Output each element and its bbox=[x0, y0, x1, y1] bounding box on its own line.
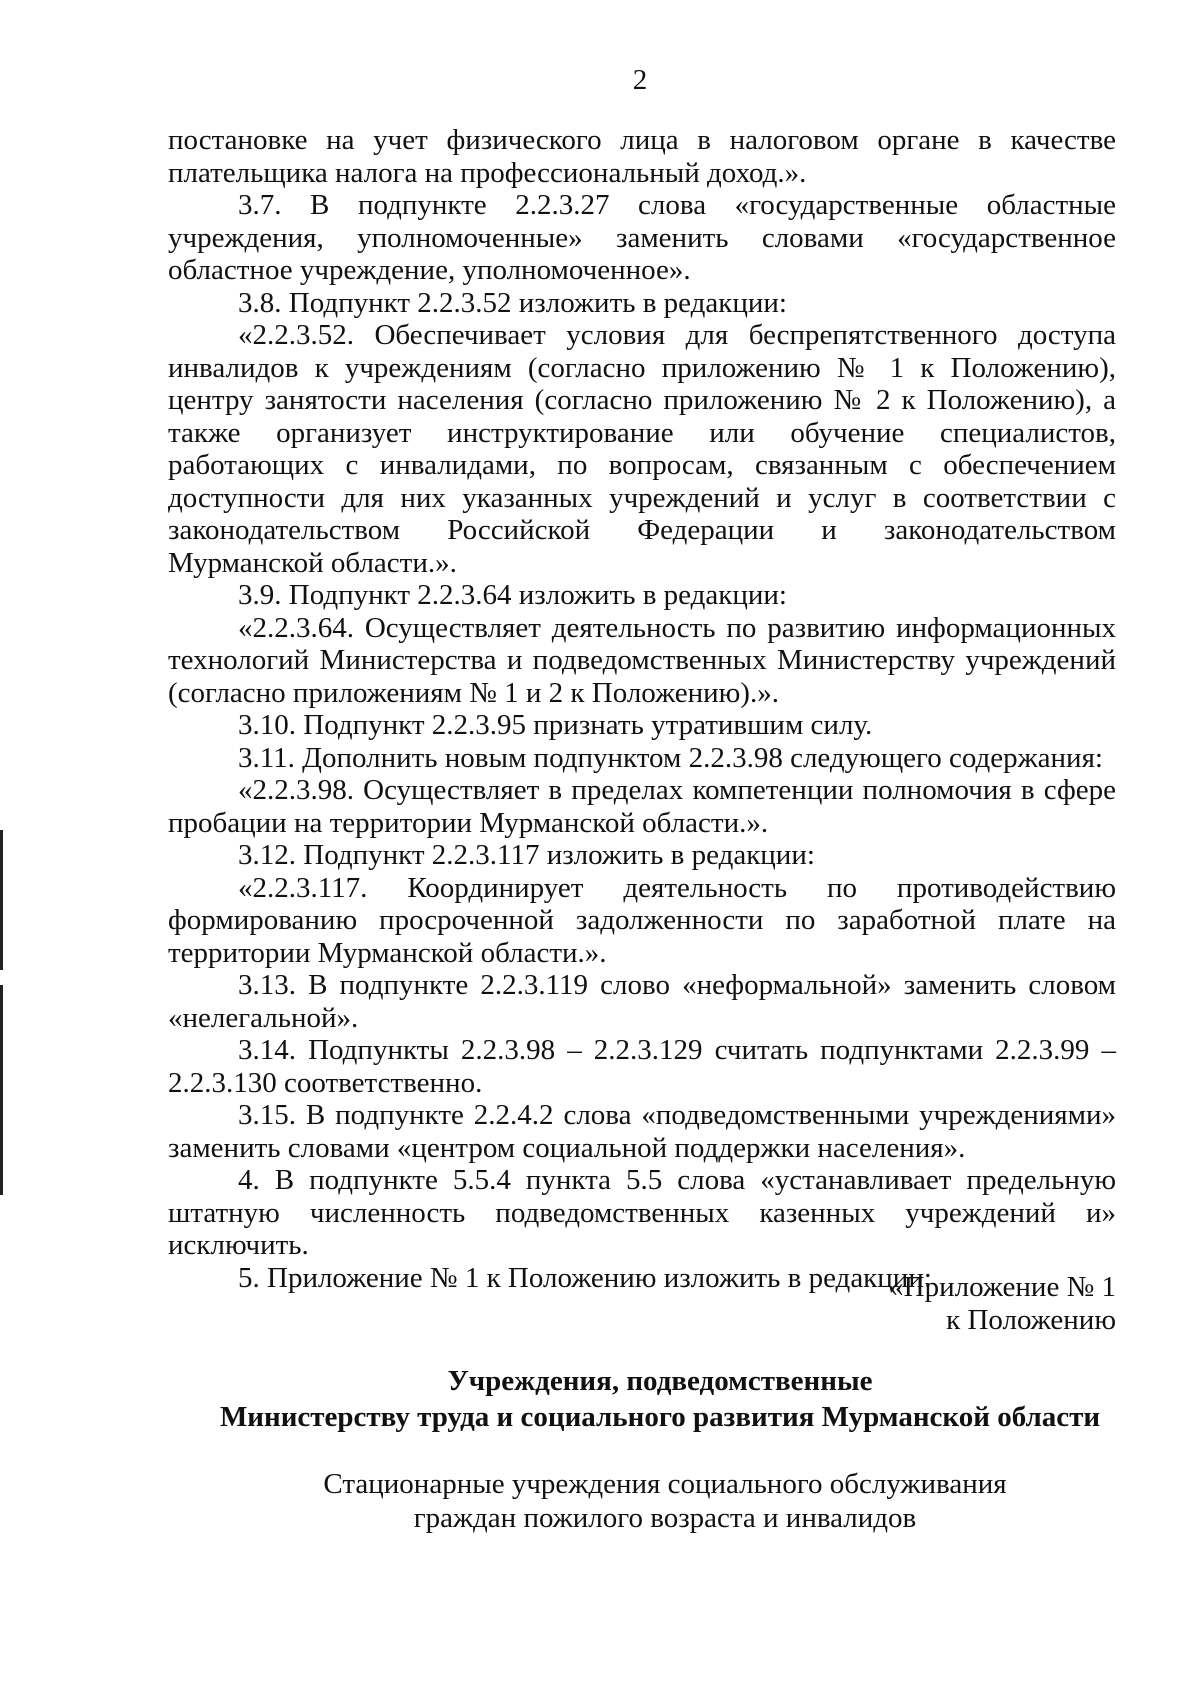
paragraph: постановке на учет физического лица в налоговом органе в качестве плательщика налога на профессиональный доход.». bbox=[168, 124, 1116, 189]
appendix-heading: Учреждения, подведомственные bbox=[447, 1365, 873, 1397]
appendix-label-line: к Положению bbox=[946, 1304, 1116, 1336]
paragraph: «2.2.3.64. Осуществляет деятельность по развитию информационных технологий Министерства и подведомственных Министерству учреждений (согласно приложениям № 1 и 2 к Положению).». bbox=[168, 611, 1116, 709]
paragraph: 3.8. Подпункт 2.2.3.52 изложить в редакции: bbox=[238, 286, 787, 319]
section-subheading: граждан пожилого возраста и инвалидов bbox=[413, 1502, 917, 1534]
paragraph: 3.10. Подпункт 2.2.3.95 признать утратившим силу. bbox=[238, 709, 873, 741]
paragraph: 4. В подпункте 5.5.4 пункта 5.5 слова «устанавливает предельную штатную численность подведомственных казенных учреждений и» исключить. bbox=[168, 1164, 1116, 1261]
paragraph: «2.2.3.98. Осуществляет в пределах компетенции полномочия в сфере пробации на территории Мурманской области.». bbox=[168, 774, 1116, 839]
appendix-heading: Министерству труда и социального развития Мурманской области bbox=[219, 1401, 1101, 1433]
paragraph: 3.15. В подпункте 2.2.4.2 слова «подведомственными учреждениями» заменить словами «центром социальной поддержки населения». bbox=[168, 1099, 1116, 1164]
paragraph: «2.2.3.117. Координирует деятельность по противодействию формированию просроченной задолженности по заработной плате на территории Мурманской области.». bbox=[168, 871, 1116, 969]
paragraph: 3.12. Подпункт 2.2.3.117 изложить в редакции: bbox=[238, 839, 815, 871]
body-text bbox=[168, 124, 1116, 1294]
section-subheading: Стационарные учреждения социального обслуживания bbox=[323, 1468, 1007, 1500]
page-number: 2 bbox=[632, 64, 648, 96]
paragraph: «2.2.3.52. Обеспечивает условия для беспрепятственного доступа инвалидов к учреждениям (согласно приложению № 1 к Положению), центру занятости населения (согласно приложению № 2 к Положению), а также организует инструктирование или обучение специалистов, работающих с инвалидами, по вопросам, связанным с обеспечением доступности для них указанных учреждений и услуг в соответствии с законодательством Российской Федерации и законодательством Мурманской области.». bbox=[168, 319, 1116, 579]
appendix-label bbox=[889, 1271, 1116, 1337]
paragraph: 3.7. В подпункте 2.2.3.27 слова «государственные областные учреждения, уполномоченные» заменить словами «государственное областное учреждение, уполномоченное». bbox=[168, 189, 1116, 286]
scan-edge-mark bbox=[0, 830, 3, 970]
paragraph: 3.13. В подпункте 2.2.3.119 слово «неформальной» заменить словом «нелегальной». bbox=[168, 969, 1116, 1034]
scan-edge-mark bbox=[0, 985, 3, 1195]
paragraph: 3.11. Дополнить новым подпунктом 2.2.3.98 следующего содержания: bbox=[238, 741, 1103, 774]
paragraph: 5. Приложение № 1 к Положению изложить в редакции: bbox=[238, 1261, 932, 1294]
paragraph: 3.14. Подпункты 2.2.3.98 – 2.2.3.129 считать подпунктами 2.2.3.99 – 2.2.3.130 соответственно. bbox=[168, 1034, 1116, 1099]
appendix-label-line: «Приложение № 1 bbox=[889, 1271, 1116, 1303]
paragraph: 3.9. Подпункт 2.2.3.64 изложить в редакции: bbox=[238, 579, 787, 611]
